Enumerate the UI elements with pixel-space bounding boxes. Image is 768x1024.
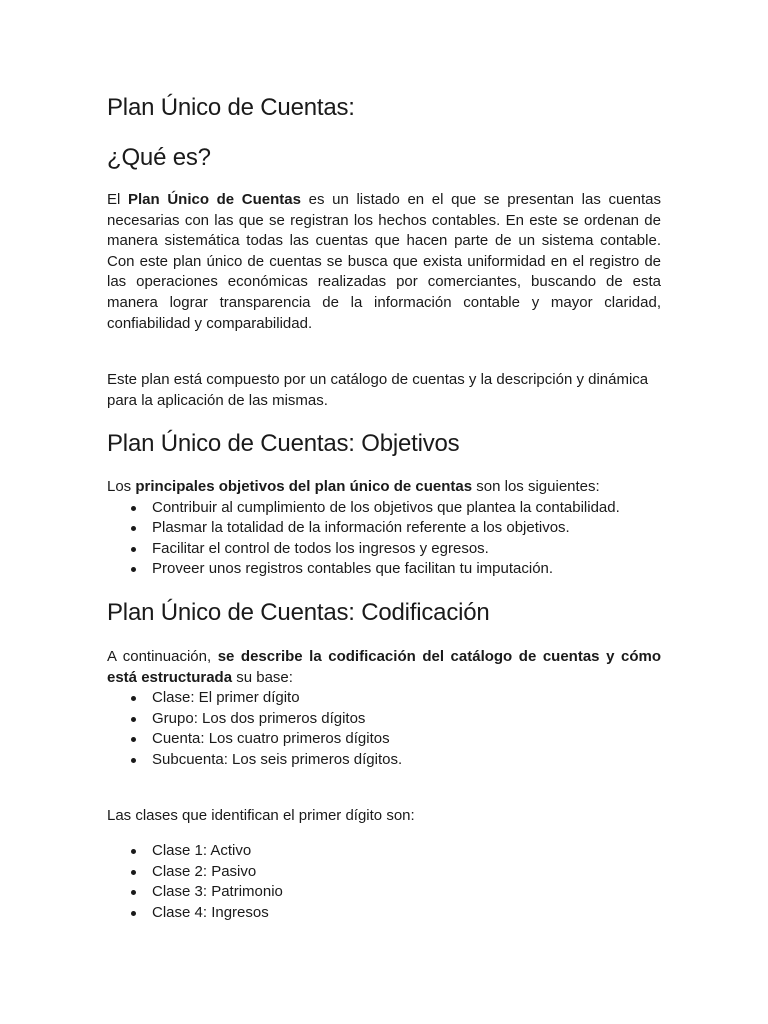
clases-list bbox=[107, 841, 661, 923]
paragraph-composition: Este plan está compuesto por un catálogo de cuentas y la descripción y dinámica para la aplicación de las mismas. bbox=[107, 371, 649, 409]
codificacion-list bbox=[107, 688, 661, 770]
section-heading-codificacion: Plan Único de Cuentas: Codificación bbox=[107, 599, 490, 626]
paragraph-definition bbox=[107, 190, 661, 334]
objetivos-intro-post: son los siguientes: bbox=[472, 478, 600, 495]
document-title: Plan Único de Cuentas: bbox=[107, 94, 355, 121]
clases-intro: Las clases que identifican el primer dígito son: bbox=[107, 807, 415, 824]
clases-section bbox=[107, 841, 661, 923]
codificacion-intro-post: su base: bbox=[232, 668, 293, 686]
list-item: Proveer unos registros contables que facilitan tu imputación. bbox=[152, 559, 661, 580]
list-item: Plasmar la totalidad de la información referente a los objetivos. bbox=[152, 518, 661, 539]
objetivos-intro-bold: principales objetivos del plan único de cuentas bbox=[135, 478, 473, 495]
codificacion-intro-pre: A continuación, bbox=[107, 648, 218, 665]
list-item: Cuenta: Los cuatro primeros dígitos bbox=[152, 729, 661, 750]
list-item: Clase 4: Ingresos bbox=[152, 903, 661, 924]
list-item: Subcuenta: Los seis primeros dígitos. bbox=[152, 750, 661, 771]
paragraph-definition-post: es un listado en el que se presentan las cuentas necesarias con las que se registran los hechos contables. En este se ordenan de manera sistemática todas las cuentas que hacen parte de un sistema contable. Con este plan único de cuentas se busca que exista uniformidad en el registro de las operaciones económicas realizadas por comerciantes, buscando de esta manera lograr transparencia de la información contable y mayor claridad, confiabilidad y comparabilidad. bbox=[107, 191, 662, 332]
objetivos-intro-pre: Los bbox=[107, 478, 136, 495]
list-item: Grupo: Los dos primeros dígitos bbox=[152, 709, 661, 730]
list-item: Clase 1: Activo bbox=[152, 841, 661, 862]
list-item: Clase 2: Pasivo bbox=[152, 862, 661, 883]
codificacion-section bbox=[107, 647, 661, 771]
objetivos-intro bbox=[107, 477, 661, 498]
codificacion-intro-bold: se describe la codificación del catálogo de cuentas y cómo está estructurada bbox=[107, 648, 661, 686]
paragraph-definition-pre: El bbox=[107, 191, 128, 208]
list-item: Clase 3: Patrimonio bbox=[152, 882, 661, 903]
list-item: Facilitar el control de todos los ingresos y egresos. bbox=[152, 539, 661, 560]
list-item: Contribuir al cumplimiento de los objetivos que plantea la contabilidad. bbox=[152, 498, 661, 519]
objetivos-section bbox=[107, 477, 661, 580]
codificacion-intro bbox=[107, 647, 661, 688]
paragraph-definition-bold: Plan Único de Cuentas bbox=[128, 191, 301, 208]
section-heading-objetivos: Plan Único de Cuentas: Objetivos bbox=[107, 430, 460, 457]
section-heading-que-es: ¿Qué es? bbox=[107, 144, 211, 171]
objetivos-list bbox=[107, 498, 661, 580]
list-item: Clase: El primer dígito bbox=[152, 688, 661, 709]
